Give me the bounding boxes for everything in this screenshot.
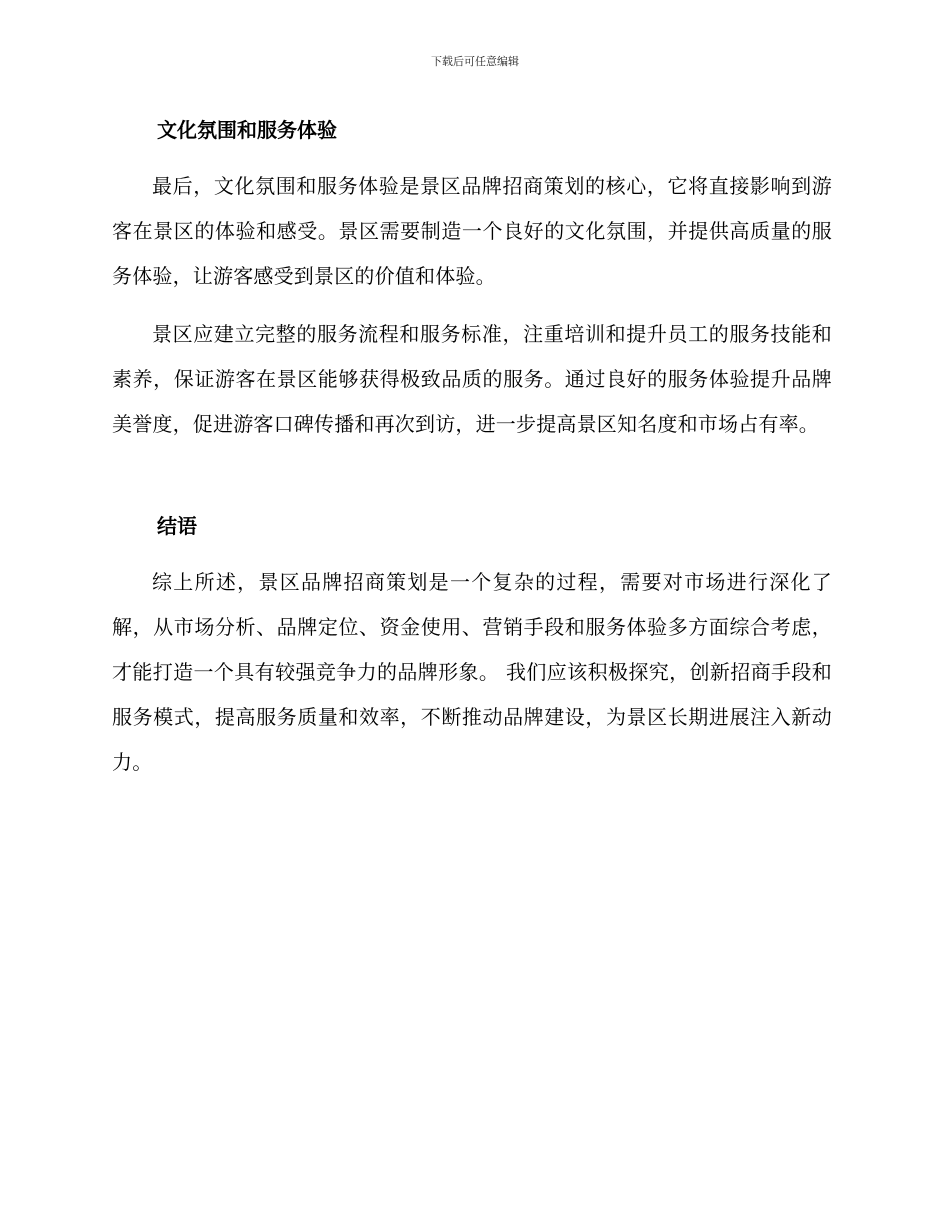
section-title-culture-service: 文化氛围和服务体验 [157,118,337,142]
paragraph-culture-service-1: 最后，文化氛围和服务体验是景区品牌招商策划的核心，它将直接影响到游客在景区的体验和感受。景区需要制造一个良好的文化氛围，并提供高质量的服务体验，让游客感受到景区的价值和体验。 [112,174,832,288]
page-header: 下载后可任意编辑 [431,55,519,68]
section-title-conclusion: 结语 [157,514,197,538]
paragraph-conclusion: 综上所述，景区品牌招商策划是一个复杂的过程，需要对市场进行深化了解，从市场分析、品牌定位、资金使用、营销手段和服务体验多方面综合考虑，才能打造一个具有较强竞争力的品牌形象。 我们应该积极探究，创新招商手段和服务模式，提高服务质量和效率，不断推动品牌建设，为景区长期进展注入新动力。 [112,570,832,774]
paragraph-culture-service-2: 景区应建立完整的服务流程和服务标准，注重培训和提升员工的服务技能和素养，保证游客在景区能够获得极致品质的服务。通过良好的服务体验提升品牌美誉度，促进游客口碑传播和再次到访，进一步提高景区知名度和市场占有率。 [112,322,832,436]
